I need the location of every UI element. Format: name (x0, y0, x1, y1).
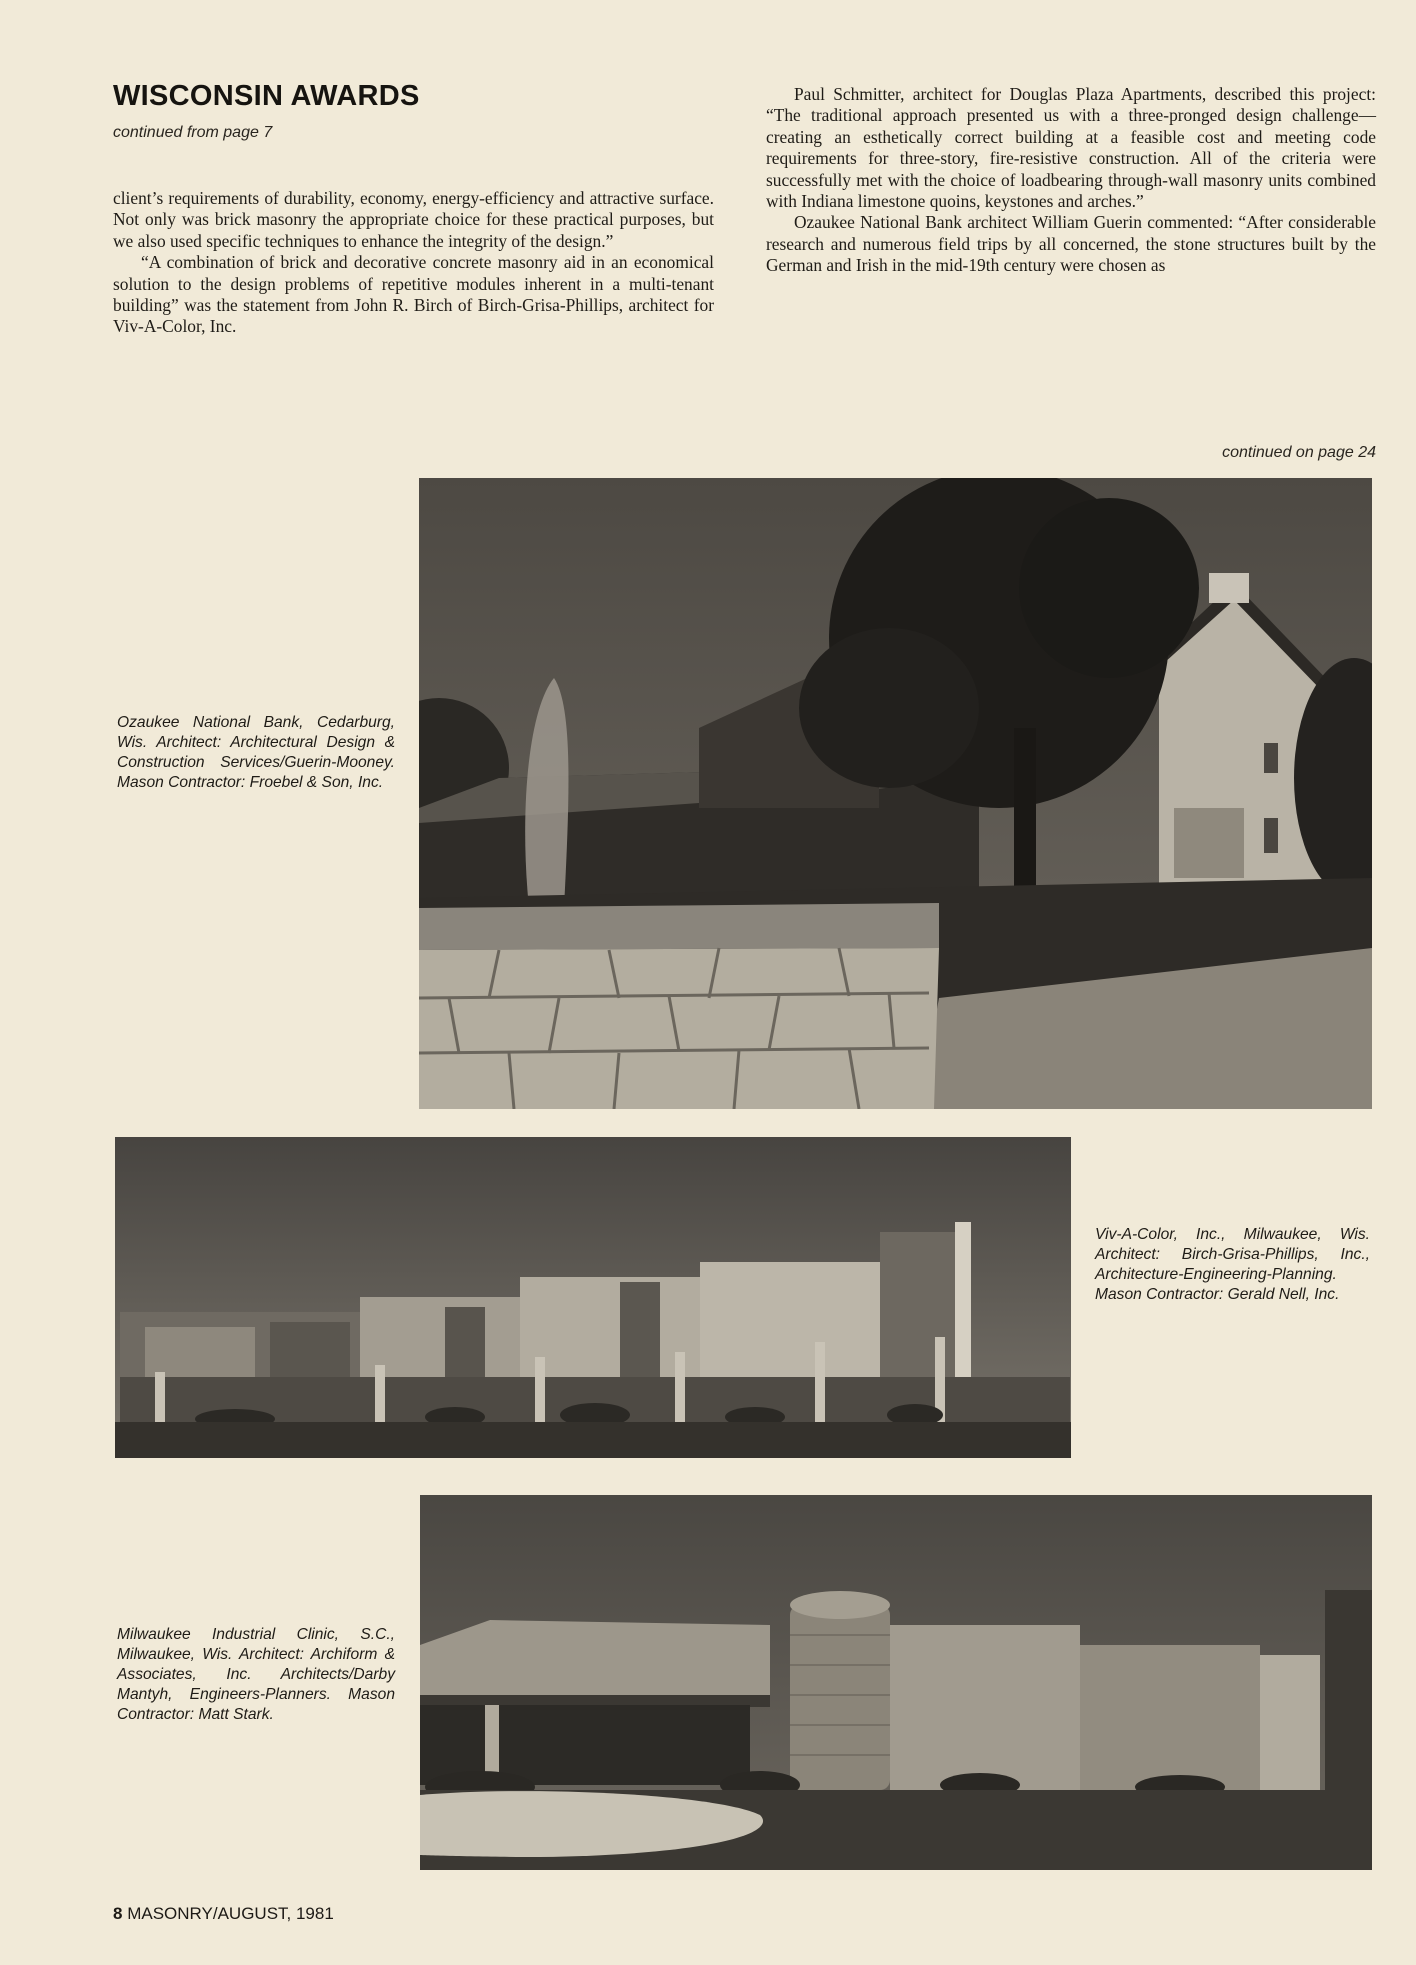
factory-photo-illustration (115, 1137, 1071, 1458)
clinic-photo-illustration (420, 1495, 1372, 1870)
bank-photo-illustration (419, 478, 1372, 1109)
page-number: 8 (113, 1904, 123, 1923)
caption-viv-a-color: Viv-A-Color, Inc., Milwaukee, Wis. Architect: Birch-Grisa-Phillips, Inc., Architecture-Engineering-Planning. Mason Contractor: Gerald Nell, Inc. (1095, 1226, 1370, 1303)
left-text-column (113, 188, 714, 338)
continued-from-note: continued from page 7 (113, 124, 273, 141)
paragraph: Ozaukee National Bank architect William Guerin commented: “After considerable research and numerous field trips by all concerned, the stone structures built by the German and Irish in the mid-19th century were chosen as (766, 212, 1376, 276)
publication-line: MASONRY/AUGUST, 1981 (127, 1904, 334, 1923)
caption-milwaukee-industrial-clinic: Milwaukee Industrial Clinic, S.C., Milwaukee, Wis. Architect: Archiform & Associates, Inc. Architects/Darby Mantyh, Engineers-Planners. Mason Contractor: Matt Stark. (117, 1626, 395, 1723)
article-title: WISCONSIN AWARDS (113, 80, 420, 112)
photo-ozaukee-national-bank (419, 478, 1372, 1109)
continued-on-note: continued on page 24 (1222, 444, 1376, 461)
paragraph: client’s requirements of durability, economy, energy-efficiency and attractive surface. Not only was brick masonry the appropriate choice for these practical purposes, but we also used specific techniques to enhance the integrity of the design.” (113, 188, 714, 251)
paragraph: “A combination of brick and decorative concrete masonry aid in an economical solution to the design problems of repetitive modules inherent in a multi-tenant building” was the statement from John R. Birch of Birch-Grisa-Phillips, architect for Viv-A-Color, Inc. (113, 252, 714, 337)
caption-ozaukee-national-bank: Ozaukee National Bank, Cedarburg, Wis. Architect: Architectural Design & Construction Services/Guerin-Mooney. Mason Contractor: Froebel & Son, Inc. (117, 714, 395, 791)
photo-viv-a-color (115, 1137, 1071, 1458)
right-text-column (766, 84, 1376, 277)
photo-milwaukee-industrial-clinic (420, 1495, 1372, 1870)
page-footer (113, 1904, 334, 1924)
paragraph: Paul Schmitter, architect for Douglas Plaza Apartments, described this project: “The traditional approach presented us with a three-pronged design challenge—creating an esthetically correct building at a feasible cost and meeting code requirements for three-story, fire-resistive construction. All of the criteria were successfully met with the choice of loadbearing through-wall masonry units combined with Indiana limestone quoins, keystones and arches.” (766, 84, 1376, 212)
